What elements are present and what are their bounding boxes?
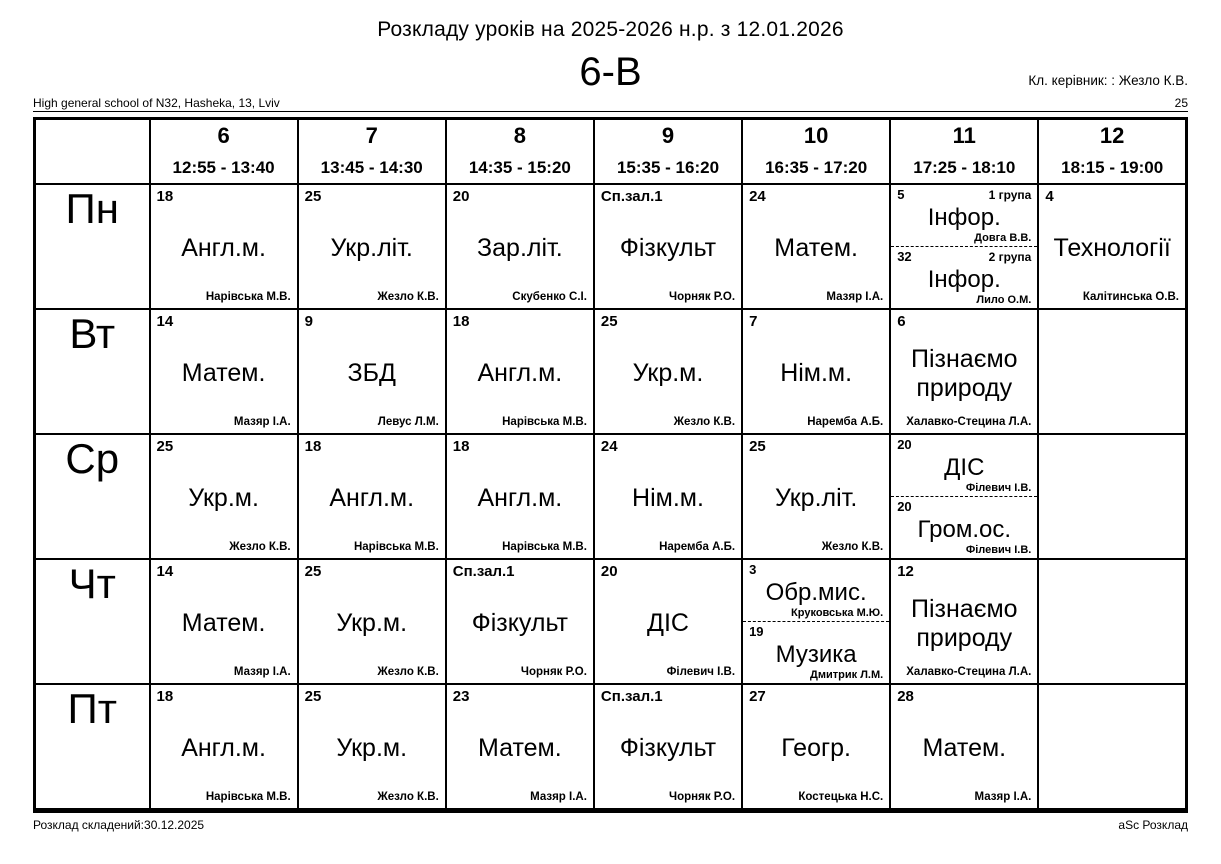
teacher-name: Скубенко С.І. — [512, 291, 587, 303]
subject-name: Нім.м. — [780, 359, 853, 388]
teacher-name: Жезло К.В. — [229, 541, 291, 553]
subject-name: Англ.м. — [181, 734, 266, 763]
subject-name: Укр.м. — [632, 359, 704, 388]
subject-name: Пізнаємо природу — [911, 594, 1018, 652]
teacher-name: Мазяр І.А. — [826, 291, 884, 303]
subject-name: Фізкульт — [619, 234, 717, 263]
lesson-cell — [742, 684, 890, 811]
lesson-cell — [742, 184, 890, 309]
room-number: 25 — [156, 438, 174, 455]
lesson-subcell — [891, 185, 1037, 246]
subject-name: Матем. — [478, 734, 562, 763]
subject-name: Пізнаємо природу — [911, 344, 1018, 402]
period-number: 12 — [1099, 123, 1125, 148]
lesson-cell — [446, 309, 594, 434]
day-row-Пн — [35, 184, 1187, 309]
teacher-name: Чорняк Р.О. — [669, 791, 736, 803]
empty-cell — [1038, 434, 1186, 559]
group-label: 2 група — [988, 250, 1032, 264]
teacher-name: Калітинська О.В. — [1082, 291, 1179, 303]
teacher-name: Нарівська М.В. — [205, 291, 291, 303]
room-number: 23 — [452, 688, 470, 705]
school-line — [33, 96, 1188, 112]
lesson-subcell — [891, 246, 1037, 308]
lesson-cell — [890, 559, 1038, 684]
lesson-subcell — [891, 435, 1037, 496]
period-time: 16:35 - 17:20 — [765, 158, 868, 177]
subject-name: Нім.м. — [632, 484, 704, 513]
day-row-Ср — [35, 434, 1187, 559]
teacher-name: Левус Л.М. — [377, 416, 439, 428]
room-number: 25 — [304, 563, 322, 580]
lesson-cell — [742, 309, 890, 434]
period-header-6 — [150, 119, 298, 185]
room-number: 12 — [897, 563, 914, 580]
lesson-cell-split — [742, 559, 890, 684]
subject-name: Фізкульт — [471, 609, 568, 638]
lesson-cell — [1038, 184, 1186, 309]
lesson-cell — [298, 309, 446, 434]
subject-name: Англ.м. — [477, 484, 563, 513]
period-number: 6 — [217, 123, 230, 148]
lesson-cell — [446, 434, 594, 559]
lesson-cell — [150, 559, 298, 684]
teacher-name: Мазяр І.А. — [233, 666, 291, 678]
subject-name: ЗБД — [347, 359, 396, 388]
day-label: Чт — [35, 559, 150, 684]
period-time: 13:45 - 14:30 — [320, 158, 423, 177]
lesson-cell — [594, 309, 742, 434]
teacher-name: Нарівська М.В. — [205, 791, 291, 803]
subject-name: Матем. — [774, 234, 858, 263]
room-number: 25 — [304, 188, 322, 205]
lesson-cell — [890, 684, 1038, 811]
lesson-subcell — [743, 560, 889, 621]
day-row-Вт — [35, 309, 1187, 434]
class-name: 6-В — [579, 50, 642, 94]
subject-name: Фізкульт — [619, 734, 717, 763]
lesson-cell — [446, 184, 594, 309]
teacher-name: Чорняк Р.О. — [520, 666, 587, 678]
room-number: 14 — [156, 313, 174, 330]
subject-name: Матем. — [922, 734, 1007, 763]
room-number: 18 — [156, 688, 174, 705]
day-label: Пт — [35, 684, 150, 811]
footer-created-date: Розклад складений:30.12.2025 — [33, 818, 205, 832]
period-time: 14:35 - 15:20 — [468, 158, 571, 177]
teacher-name: Мазяр І.А. — [530, 791, 587, 803]
teacher-name: Довга В.В. — [974, 232, 1032, 244]
room-number: 7 — [749, 313, 758, 330]
teacher-name: Жезло К.В. — [377, 291, 439, 303]
empty-cell — [1038, 309, 1186, 434]
room-number: 24 — [600, 438, 618, 455]
subject-name: Зар.літ. — [477, 234, 563, 263]
teacher-name: Нарівська М.В. — [502, 416, 587, 428]
lesson-cell — [890, 309, 1038, 434]
room-number: 6 — [897, 313, 906, 330]
teacher-name: Халавко-Стецина Л.А. — [906, 416, 1032, 428]
lesson-cell — [150, 184, 298, 309]
teacher-name: Круковська М.Ю. — [791, 607, 884, 619]
lesson-cell — [298, 184, 446, 309]
lesson-cell — [298, 559, 446, 684]
room-number: 9 — [304, 313, 313, 330]
room-number: 19 — [749, 624, 764, 639]
lesson-cell — [594, 684, 742, 811]
room-number: Сп.зал.1 — [452, 563, 515, 580]
day-row-Чт — [35, 559, 1187, 684]
lesson-cell — [298, 684, 446, 811]
teacher-name: Дмитрик Л.М. — [810, 669, 884, 681]
room-number: 18 — [452, 313, 470, 330]
lesson-cell — [446, 559, 594, 684]
subject-name: Укр.м. — [336, 734, 408, 763]
period-number: 11 — [952, 123, 976, 148]
period-number: 7 — [365, 123, 378, 148]
period-time: 15:35 - 16:20 — [616, 158, 720, 177]
subject-name: Обр.мис. — [765, 579, 867, 606]
room-number: 4 — [1045, 188, 1054, 205]
lesson-cell-split — [890, 184, 1038, 309]
teacher-name: Жезло К.В. — [821, 541, 884, 553]
corner-cell — [35, 119, 150, 185]
teacher-name: Костецька Н.С. — [798, 791, 884, 803]
period-header-row — [35, 119, 1187, 185]
teacher-name: Мазяр І.А. — [233, 416, 291, 428]
room-number: 32 — [897, 249, 912, 264]
period-header-12 — [1038, 119, 1186, 185]
period-time: 17:25 - 18:10 — [913, 158, 1016, 177]
page-number: 25 — [1174, 96, 1188, 110]
subject-name: Інфор. — [927, 266, 1001, 293]
room-number: 18 — [452, 438, 470, 455]
subject-name: Матем. — [181, 359, 266, 388]
subject-name: Музика — [775, 641, 857, 668]
lesson-cell — [150, 434, 298, 559]
teacher-name: Чорняк Р.О. — [669, 291, 736, 303]
timetable-body — [35, 184, 1187, 811]
room-number: 5 — [897, 187, 905, 202]
room-number: 20 — [600, 563, 618, 580]
subject-name: ДІС — [944, 454, 985, 481]
footer — [33, 818, 1188, 832]
room-number: 14 — [156, 563, 174, 580]
class-header — [0, 48, 1221, 96]
lesson-cell — [594, 434, 742, 559]
room-number: 25 — [304, 688, 322, 705]
room-number: 20 — [897, 437, 912, 452]
room-number: 18 — [304, 438, 322, 455]
document-title: Розкладу уроків на 2025-2026 н.р. з 12.01.2026 — [377, 18, 844, 41]
period-number: 9 — [661, 123, 675, 148]
subject-name: Англ.м. — [181, 234, 266, 263]
subject-name: Англ.м. — [477, 359, 563, 388]
teacher-name: Жезло К.В. — [673, 416, 736, 428]
teacher-name: Жезло К.В. — [377, 791, 439, 803]
teacher-name: Мазяр І.А. — [974, 791, 1032, 803]
subject-name: Укр.м. — [336, 609, 408, 638]
lesson-subcell — [743, 621, 889, 683]
teacher-name: Філевич І.В. — [965, 544, 1032, 556]
empty-cell — [1038, 684, 1186, 811]
teacher-name: Жезло К.В. — [377, 666, 439, 678]
lesson-cell — [150, 684, 298, 811]
subject-name: Укр.літ. — [330, 234, 413, 263]
period-time: 12:55 - 13:40 — [172, 158, 275, 177]
lesson-cell — [298, 434, 446, 559]
subject-name: Технології — [1053, 234, 1171, 263]
subject-name: Укр.м. — [188, 484, 259, 513]
subject-name: Інфор. — [927, 204, 1001, 231]
teacher-name: Філевич І.В. — [965, 482, 1032, 494]
class-teacher: Кл. керівник: : Жезло К.В. — [1028, 73, 1188, 88]
lesson-cell-split — [890, 434, 1038, 559]
subject-name: Гром.ос. — [917, 516, 1012, 543]
teacher-name: Філевич І.В. — [666, 666, 736, 678]
room-number: Сп.зал.1 — [600, 688, 663, 705]
period-header-7 — [298, 119, 446, 185]
teacher-name: Нарівська М.В. — [353, 541, 439, 553]
period-number: 10 — [803, 123, 829, 148]
room-number: Сп.зал.1 — [600, 188, 663, 205]
day-label: Ср — [35, 434, 150, 559]
lesson-cell — [446, 684, 594, 811]
lesson-cell — [594, 559, 742, 684]
teacher-name: Наремба А.Б. — [807, 416, 884, 428]
subject-name: Матем. — [181, 609, 266, 638]
room-number: 18 — [156, 188, 174, 205]
room-number: 3 — [749, 562, 757, 577]
period-header-10 — [742, 119, 890, 185]
period-header-9 — [594, 119, 742, 185]
empty-cell — [1038, 559, 1186, 684]
room-number: 24 — [749, 188, 766, 205]
period-number: 8 — [513, 123, 526, 148]
day-label: Вт — [35, 309, 150, 434]
day-row-Пт — [35, 684, 1187, 811]
room-number: 20 — [897, 499, 912, 514]
period-header-8 — [446, 119, 594, 185]
lesson-cell — [742, 434, 890, 559]
timetable — [33, 117, 1188, 813]
group-label: 1 група — [988, 188, 1032, 202]
footer-brand: aSc Розклад — [1118, 818, 1188, 832]
subject-name: Геогр. — [781, 734, 851, 763]
room-number: 25 — [749, 438, 766, 455]
period-header-11 — [890, 119, 1038, 185]
teacher-name: Нарівська М.В. — [502, 541, 587, 553]
teacher-name: Халавко-Стецина Л.А. — [906, 666, 1032, 678]
subject-name: Англ.м. — [329, 484, 415, 513]
period-time: 18:15 - 19:00 — [1061, 158, 1164, 177]
subject-name: ДІС — [647, 609, 689, 638]
lesson-cell — [150, 309, 298, 434]
room-number: 28 — [897, 688, 914, 705]
teacher-name: Лило О.М. — [976, 294, 1032, 306]
room-number: 25 — [600, 313, 618, 330]
lesson-cell — [594, 184, 742, 309]
lesson-subcell — [891, 496, 1037, 558]
room-number: 20 — [452, 188, 470, 205]
teacher-name: Наремба А.Б. — [659, 541, 736, 553]
room-number: 27 — [749, 688, 766, 705]
school-name: High general school of N32, Hasheka, 13, Lviv — [33, 96, 280, 110]
subject-name: Укр.літ. — [774, 484, 858, 513]
day-label: Пн — [35, 184, 150, 309]
